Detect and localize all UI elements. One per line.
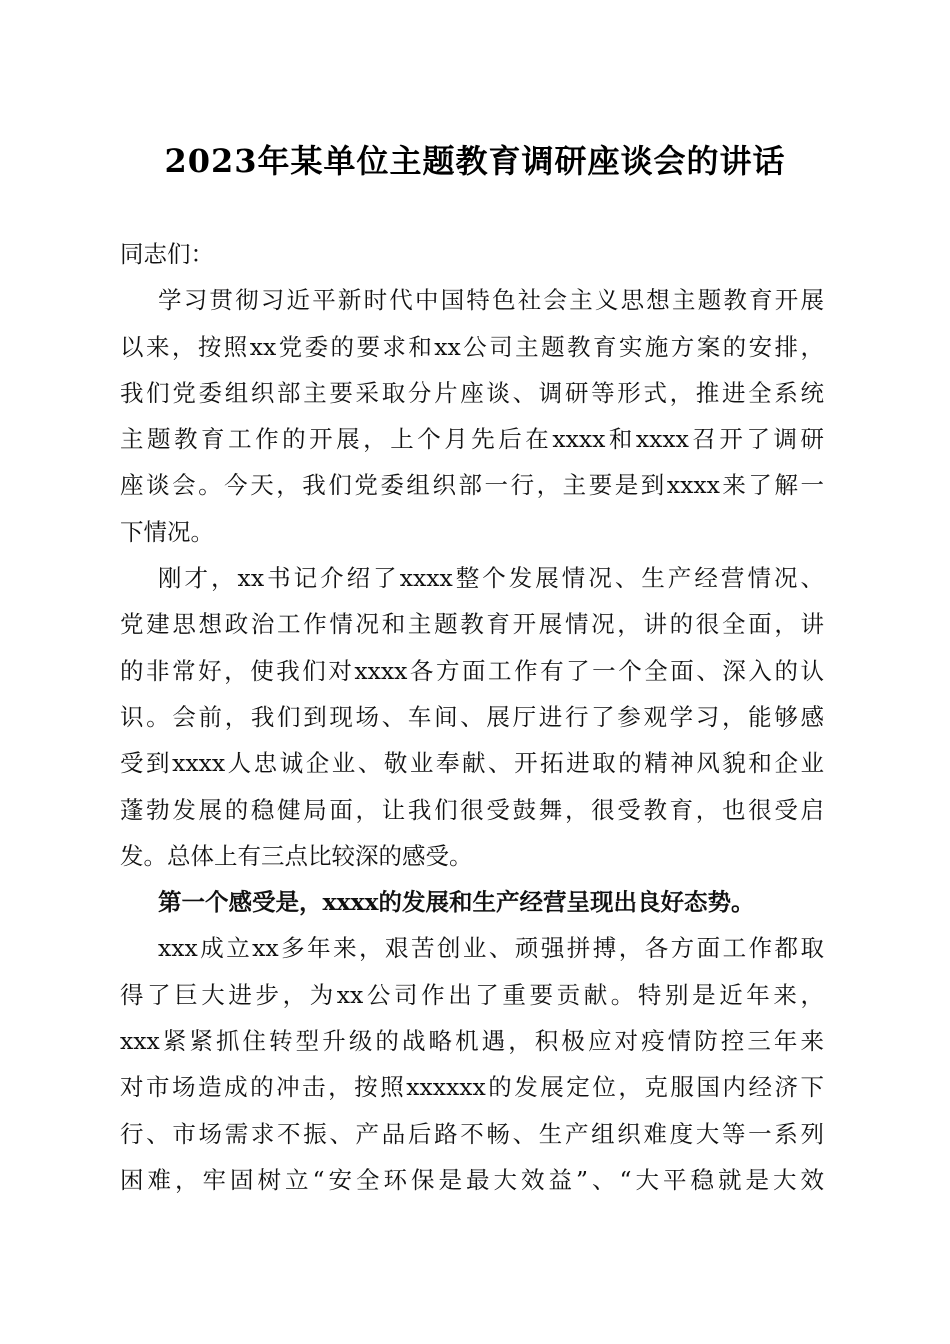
text-line: 行、市场需求不振、产品后路不畅、生产组织难度大等一系列	[120, 1119, 824, 1148]
text-line: 得了巨大进步，为xx公司作出了重要贡献。特别是近年来，	[120, 980, 824, 1009]
paragraph-4	[120, 925, 824, 1203]
document-body	[120, 231, 824, 1203]
text-line: 学习贯彻习近平新时代中国特色社会主义思想主题教育开展	[158, 286, 824, 315]
text-line: 主题教育工作的开展，上个月先后在xxxx和xxxx召开了调研	[120, 425, 824, 454]
document-title: 2023年某单位主题教育调研座谈会的讲话	[164, 142, 786, 180]
paragraph-3-heading	[120, 879, 824, 925]
paragraph-1	[120, 277, 824, 555]
text-line: 刚才，xx书记介绍了xxxx整个发展情况、生产经营情况、	[158, 564, 824, 593]
paragraph-2	[120, 555, 824, 879]
text-line: 受到xxxx人忠诚企业、敬业奉献、开拓进取的精神风貌和企业	[120, 749, 824, 778]
text-line: 困难，牢固树立“安全环保是最大效益”、“大平稳就是大效	[120, 1165, 824, 1194]
text-line: 下情况。	[120, 517, 214, 546]
text-line: xxx紧紧抓住转型升级的战略机遇，积极应对疫情防控三年来	[120, 1027, 824, 1056]
text-line: 我们党委组织部主要采取分片座谈、调研等形式，推进全系统	[120, 378, 824, 407]
text-line: 蓬勃发展的稳健局面，让我们很受鼓舞，很受教育，也很受启	[120, 795, 824, 824]
text-line: 以来，按照xx党委的要求和xx公司主题教育实施方案的安排，	[120, 332, 824, 361]
text-line: 党建思想政治工作情况和主题教育开展情况，讲的很全面，讲	[120, 610, 824, 639]
text-line: 座谈会。今天，我们党委组织部一行，主要是到xxxx来了解一	[120, 471, 824, 500]
section-heading: 第一个感受是，xxxx的发展和生产经营呈现出良好态势。	[158, 888, 755, 917]
text-line: xxx成立xx多年来，艰苦创业、顽强拼搏，各方面工作都取	[158, 934, 824, 963]
salutation: 同志们：	[120, 240, 214, 268]
text-line: 识。会前，我们到现场、车间、展厅进行了参观学习，能够感	[120, 702, 824, 731]
text-line: 的非常好，使我们对xxxx各方面工作有了一个全面、深入的认	[120, 656, 824, 685]
text-line: 对市场造成的冲击，按照xxxxxx的发展定位，克服国内经济下	[120, 1073, 824, 1102]
text-line: 发。总体上有三点比较深的感受。	[120, 841, 473, 870]
